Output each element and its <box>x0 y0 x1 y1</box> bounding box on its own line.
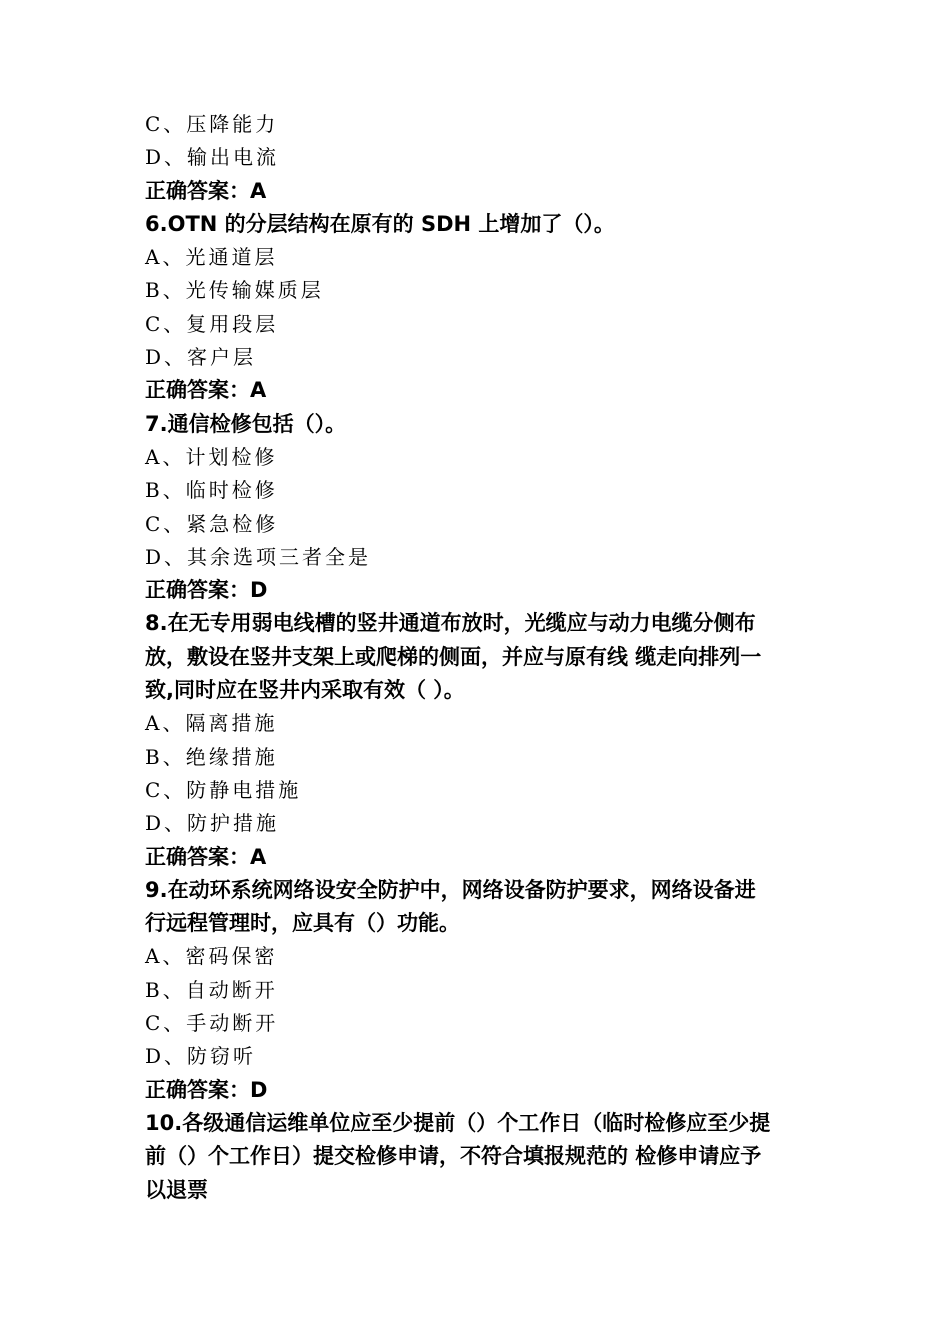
question-text-line: 放，敷设在竖井支架上或爬梯的侧面，并应与原有线 缆走向排列一 <box>145 644 762 669</box>
question-text: 6.OTN 的分层结构在原有的 SDH 上增加了（）。 <box>145 211 615 236</box>
answer-option: B、临时检修 <box>145 478 278 503</box>
answer-option: C、手动断开 <box>145 1011 279 1036</box>
answer-option: D、其余选项三者全是 <box>145 544 372 569</box>
correct-answer: 正确答案：D <box>145 1077 268 1102</box>
question-text: 7.通信检修包括（）。 <box>145 411 347 436</box>
question-text-line: 10.各级通信运维单位应至少提前（）个工作日（临时检修应至少提 <box>145 1110 771 1135</box>
question-text-line: 行远程管理时，应具有（）功能。 <box>145 911 460 936</box>
answer-option: A、光通道层 <box>145 245 278 270</box>
question-text-line: 致,同时应在竖井内采取有效（ ）。 <box>145 678 465 703</box>
answer-option: D、输出电流 <box>145 145 280 170</box>
answer-option: D、客户层 <box>145 345 257 370</box>
answer-option: D、防窃听 <box>145 1044 257 1069</box>
answer-option: D、防护措施 <box>145 811 280 836</box>
answer-option: A、计划检修 <box>145 444 278 469</box>
answer-option: C、压降能力 <box>145 112 279 136</box>
answer-option: C、防静电措施 <box>145 777 302 802</box>
answer-option: B、光传输媒质层 <box>145 278 324 303</box>
question-text-line: 前（）个工作日）提交检修申请，不符合填报规范的 检修申请应予 <box>145 1144 762 1169</box>
answer-option: B、自动断开 <box>145 977 278 1002</box>
document-content <box>145 108 815 1207</box>
question-text-line: 8.在无专用弱电线槽的竖井通道布放时，光缆应与动力电缆分侧布 <box>145 611 756 636</box>
answer-option: C、紧急检修 <box>145 511 279 536</box>
question-text-line: 以退票 <box>145 1177 208 1202</box>
correct-answer: 正确答案：A <box>145 378 267 403</box>
correct-answer: 正确答案：A <box>145 844 267 869</box>
correct-answer: 正确答案：A <box>145 178 267 203</box>
answer-option: A、隔离措施 <box>145 711 278 736</box>
answer-option: B、绝缘措施 <box>145 744 278 769</box>
correct-answer: 正确答案：D <box>145 578 268 603</box>
answer-option: C、复用段层 <box>145 311 279 336</box>
question-text-line: 9.在动环系统网络设安全防护中，网络设备防护要求，网络设备进 <box>145 877 756 902</box>
answer-option: A、密码保密 <box>145 944 278 969</box>
